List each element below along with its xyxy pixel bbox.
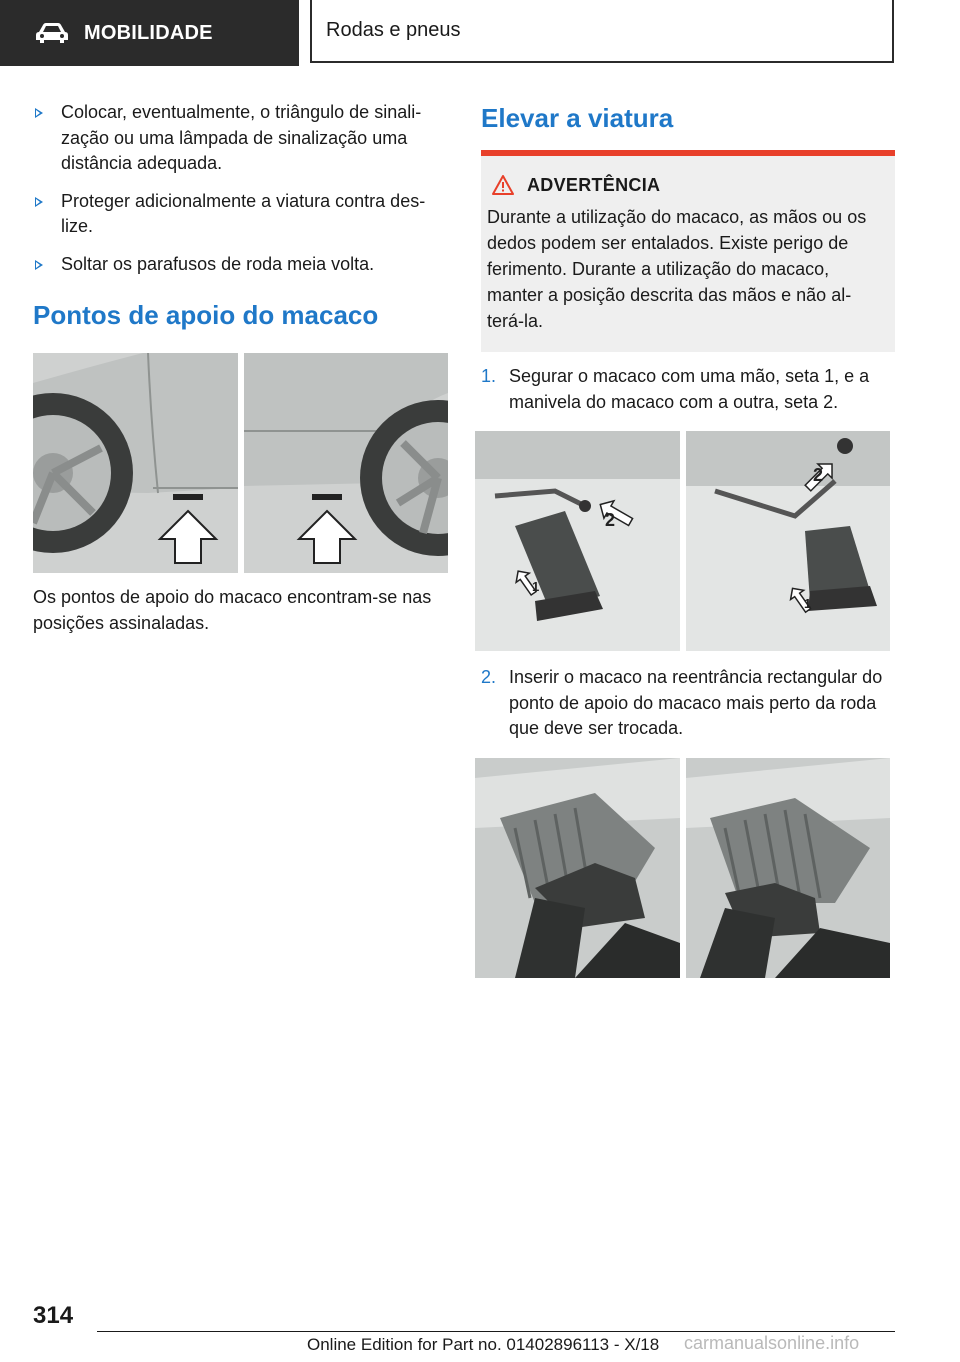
list-item: Proteger adicionalmente a viatura contra des-lize. xyxy=(33,189,448,240)
section-label: MOBILIDADE xyxy=(84,21,213,44)
footer-rule xyxy=(97,1331,895,1332)
footer-watermark: carmanualsonline.info xyxy=(684,1333,860,1353)
svg-text:2: 2 xyxy=(813,465,824,485)
step-number: 1. xyxy=(481,366,497,386)
section-heading-jack-points: Pontos de apoio do macaco xyxy=(33,300,379,330)
page-number: 314 xyxy=(33,1302,74,1329)
triangle-bullet-icon xyxy=(35,197,43,207)
list-item: Soltar os parafusos de roda meia volta. xyxy=(33,252,448,278)
jack-points-caption: Os pontos de apoio do macaco encontram-se nas posições assinaladas. xyxy=(33,587,432,633)
warning-box xyxy=(481,150,895,352)
left-column xyxy=(33,100,448,636)
svg-text:1: 1 xyxy=(804,596,812,611)
topic-title: Rodas e pneus xyxy=(310,0,894,63)
triangle-bullet-icon xyxy=(35,260,43,270)
svg-text:2: 2 xyxy=(605,510,616,530)
steps-list-continued xyxy=(481,665,895,742)
warning-triangle-icon xyxy=(491,174,515,196)
jack-points-illustration xyxy=(33,353,448,573)
warning-text: Durante a utilização do macaco, as mãos ou os dedos podem ser entalados. Existe perigo de ferimento. Durante a utilização do macaco, manter a posição descrita das mãos e não al-terá-la. xyxy=(487,207,867,331)
step-item xyxy=(481,665,895,742)
steps-list xyxy=(481,364,895,415)
triangle-bullet-icon xyxy=(35,108,43,118)
svg-text:1: 1 xyxy=(532,579,540,594)
car-icon xyxy=(34,21,70,45)
step-text: Segurar o macaco com uma mão, seta 1, e a manivela do macaco com a outra, seta 2. xyxy=(509,366,870,412)
step-item xyxy=(481,364,895,415)
list-item: Colocar, eventualmente, o triângulo de sinali-zação ou uma lâmpada de sinalização uma distância adequada. xyxy=(33,100,448,177)
step-number: 2. xyxy=(481,667,497,687)
header-section-tab[interactable] xyxy=(0,0,299,66)
step-text: Inserir o macaco na reentrância rectangular do ponto de apoio do macaco mais perto da roda que deve ser trocada. xyxy=(509,667,883,738)
jack-insertion-illustration xyxy=(475,758,890,978)
warning-title: ADVERTÊNCIA xyxy=(487,174,887,196)
section-heading-raise-vehicle: Elevar a viatura xyxy=(481,103,674,133)
footer-edition: Online Edition for Part no. 01402896113 - X/18 xyxy=(307,1335,660,1354)
bullet-list xyxy=(33,100,448,277)
jack-handling-illustration xyxy=(475,431,890,651)
right-column xyxy=(481,102,895,978)
